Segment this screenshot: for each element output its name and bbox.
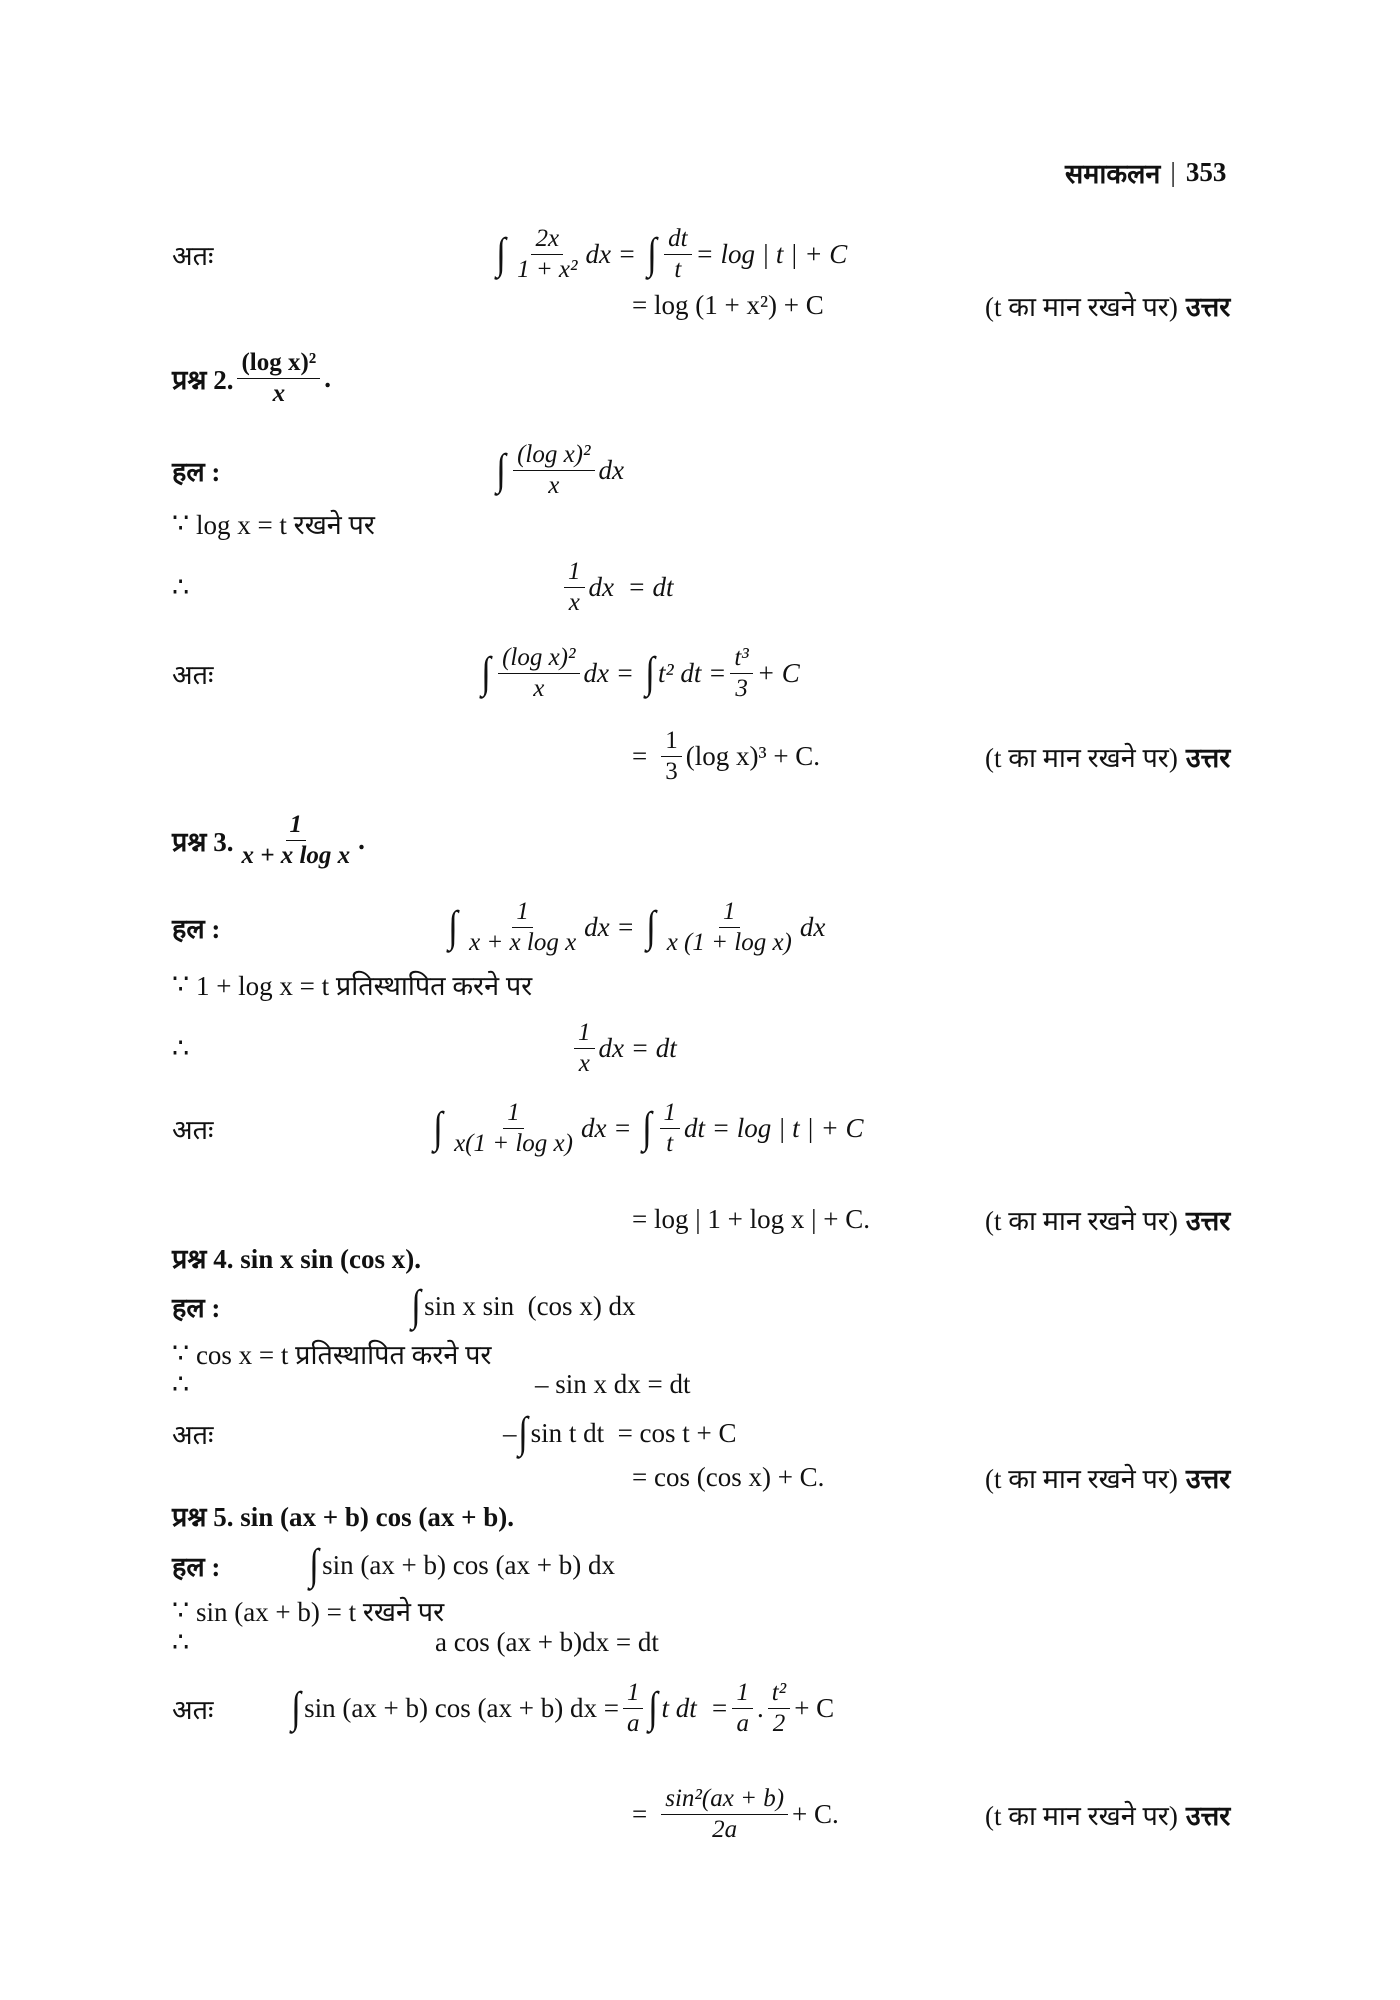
fraction [623,1678,644,1739]
math-text: dx = dt [588,571,674,602]
q4-result: = cos (cos x) + C. [632,1461,825,1492]
q5-solution-line [290,1678,835,1737]
numerator: t³ [730,643,752,674]
answer-mark: उत्तर [1185,291,1231,322]
page-number: 353 [1185,156,1227,187]
because-symbol: ∵ [172,968,190,999]
math-text: dx = [585,238,636,269]
answer-mark: उत्तर [1185,1800,1231,1831]
note-line [985,734,1230,778]
fraction [574,1018,595,1079]
q5-differential: a cos (ax + b)dx = dt [435,1626,659,1657]
denominator: 2a [712,1815,738,1843]
integral-sign: ∫ [433,1103,443,1152]
math-text: dt = log | t | + C [684,1112,864,1143]
q2-solution-line [480,643,800,702]
denominator: x + x log x [469,928,577,956]
punctuation: . [756,1692,764,1723]
denominator: x [548,471,560,499]
math-text: (log x)³ + C. [685,740,821,771]
integral-sign: ∫ [481,648,491,697]
fraction [513,224,581,285]
fraction [498,643,579,704]
therefore-symbol: ∴ [172,1032,190,1063]
denominator: 2 [772,1709,786,1737]
denominator: x(1 + log x) [454,1129,573,1157]
fraction [730,643,752,704]
fraction [513,440,594,501]
denominator: x [568,588,580,616]
fraction [664,224,691,285]
integral-sign: ∫ [309,1540,319,1589]
hal-label: हल : [172,913,221,944]
numerator: 1 [564,557,585,588]
integral-sign: ∫ [517,1408,528,1457]
numerator: 1 [623,1678,644,1709]
note-line [985,283,1230,327]
fraction [465,897,580,958]
question-3-heading [172,810,365,869]
integral-sign: ∫ [496,445,506,494]
q2-differential [560,557,674,616]
math-text: t² dt = [658,657,727,688]
atah-label: अतः [172,1419,214,1450]
integral-sign: ∫ [645,902,656,951]
numerator: 1 [503,1098,524,1129]
page-header [1065,150,1226,194]
math-text: sin x sin (cos x) dx [424,1290,636,1321]
numerator: sin²(ax + b) [661,1784,788,1815]
denominator: a [626,1709,640,1737]
numerator: 1 [719,897,740,928]
numerator: 1 [512,897,533,928]
math-text: cos x = t प्रतिस्थापित करने पर [195,1339,492,1370]
note-line [985,1455,1230,1499]
math-text: dx [598,454,624,485]
math-text: sin t dt = cos t + C [530,1417,737,1448]
because-symbol: ∵ [172,1594,190,1625]
numerator: (log x)² [498,643,579,674]
denominator: x + x log x [241,841,351,869]
fraction [661,1784,788,1845]
atah-label: अतः [172,1694,214,1725]
denominator: 1 + x² [517,255,578,283]
math-text: dx = dt [598,1032,677,1063]
integral-sign: ∫ [411,1281,421,1330]
numerator: (log x)² [237,348,320,379]
hal-label: हल : [172,1551,221,1582]
q5-result [632,1779,839,1849]
q3-solution-line [432,1098,864,1157]
because-symbol: ∵ [172,1337,190,1368]
answer-mark: उत्तर [1185,1205,1231,1236]
math-text: = log | t | + C [695,238,848,269]
question-2-heading [172,348,332,407]
denominator: x [578,1049,590,1077]
math-text: log x = t रखने पर [195,509,375,540]
note-text: (t का मान रखने पर) [985,1800,1178,1831]
therefore-symbol: ∴ [172,571,190,602]
denominator: t [674,255,682,283]
atah-label: अतः [172,659,214,690]
q5-integral [308,1540,615,1589]
q3-substitution [172,962,532,1006]
answer-mark: उत्तर [1185,1463,1231,1494]
fraction [237,810,354,871]
math-text: + C. [792,1798,839,1829]
numerator: 1 [660,1098,681,1129]
chapter-title: समाकलन [1065,158,1161,189]
numerator: dt [664,224,691,255]
note-text: (t का मान रखने पर) [985,742,1178,773]
note-text: (t का मान रखने पर) [985,291,1178,322]
numerator: 1 [732,1678,753,1709]
denominator: x (1 + log x) [666,928,792,956]
numerator: 2x [531,224,563,255]
integral-sign: ∫ [647,229,657,278]
integral-sign: ∫ [642,1103,653,1152]
hal-label: हल : [172,1292,221,1323]
math-text: sin (ax + b) cos (ax + b) dx [322,1549,615,1580]
fraction [660,1098,681,1159]
q4-differential: – sin x dx = dt [535,1368,691,1399]
fraction [450,1098,577,1159]
numerator: 1 [661,726,682,757]
fraction [564,557,585,618]
fraction [663,897,796,958]
question-4-heading: प्रश्न 4. sin x sin (cos x). [172,1243,421,1274]
fraction [732,1678,753,1739]
q4-integral [410,1281,636,1330]
denominator: t [666,1129,674,1157]
q4-substitution [172,1331,491,1375]
q3-differential [570,1018,677,1077]
equals: = [632,740,648,771]
integral-sign: ∫ [291,1683,301,1732]
equals: = [632,1798,648,1829]
integral-sign: ∫ [496,229,506,278]
math-text: t dt = [661,1692,729,1723]
numerator: (log x)² [513,440,594,471]
q1-integral-line [495,224,848,283]
math-text: dx [799,911,826,942]
minus-sign: – [503,1417,517,1448]
note-line [985,1197,1230,1241]
punctuation: . [358,824,365,855]
note-line [985,1792,1230,1836]
atah-label: अतः [172,1114,214,1145]
q1-result: = log (1 + x²) + C [632,289,824,320]
math-text: + C [756,657,800,688]
q2-integral [495,440,624,499]
header-separator: | [1170,156,1176,187]
math-text: + C [794,1692,835,1723]
therefore-symbol: ∴ [172,1368,190,1399]
math-text: dx = [584,911,635,942]
numerator: 1 [286,810,307,841]
because-symbol: ∵ [172,507,190,538]
denominator: x [272,379,286,407]
denominator: x [533,674,545,702]
math-text: dx = [583,657,634,688]
fraction [661,726,682,787]
math-text: sin (ax + b) cos (ax + b) dx = [304,1692,619,1723]
note-text: (t का मान रखने पर) [985,1205,1178,1236]
atah-label: अतः [172,240,214,271]
answer-mark: उत्तर [1185,742,1231,773]
math-text: sin (ax + b) = t रखने पर [195,1596,445,1627]
punctuation: . [324,362,332,393]
denominator: a [736,1709,749,1737]
fraction [237,348,320,409]
denominator: 3 [735,674,748,702]
q5-substitution [172,1588,444,1632]
numerator: t² [768,1678,790,1709]
q3-integral [447,897,826,956]
denominator: 3 [665,757,678,785]
math-text: 1 + log x = t प्रतिस्थापित करने पर [195,970,533,1001]
q4-solution-line [503,1408,737,1457]
hal-label: हल : [172,456,221,487]
fraction [768,1678,790,1739]
question-5-heading: प्रश्न 5. sin (ax + b) cos (ax + b). [172,1501,514,1532]
numerator: 1 [574,1018,595,1049]
q2-result [632,726,821,785]
integral-sign: ∫ [648,1683,659,1732]
question-label: प्रश्न 3. [172,826,234,857]
question-label: प्रश्न 2. [172,364,234,395]
math-text: dx = [580,1112,632,1143]
note-text: (t का मान रखने पर) [985,1463,1178,1494]
integral-sign: ∫ [448,902,458,951]
integral-sign: ∫ [645,648,655,697]
q3-result: = log | 1 + log x | + C. [632,1203,871,1234]
q2-substitution [172,501,375,545]
therefore-symbol: ∴ [172,1626,190,1657]
